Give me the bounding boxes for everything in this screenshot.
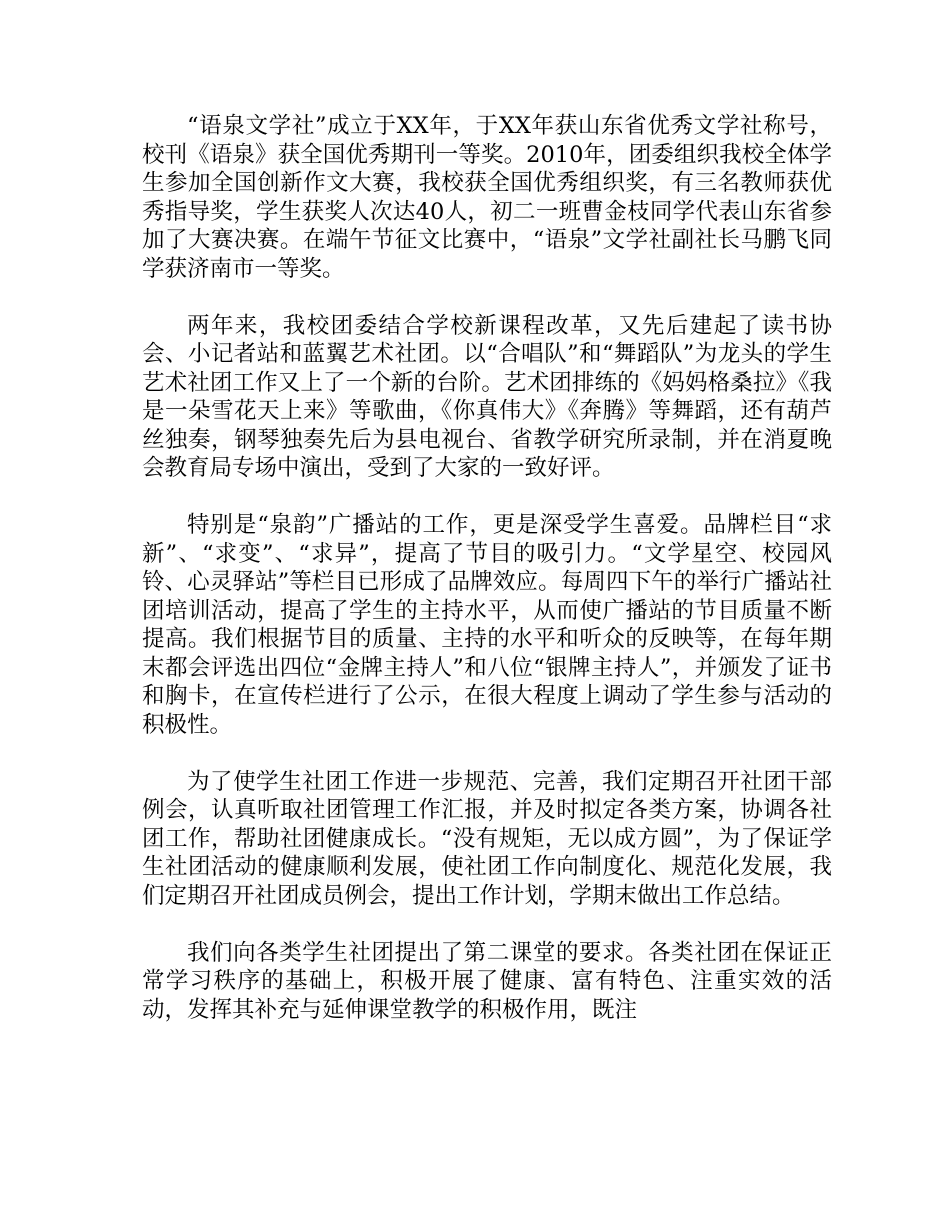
paragraph-art-groups: 两年来，我校团委结合学校新课程改革，又先后建起了读书协会、小记者站和蓝翼艺术社团。以“合唱队”和“舞蹈队”为龙头的学生艺术社团工作又上了一个新的台阶。艺术团排练的《妈妈格桑拉》《我是一朵雪花天上来》等歌曲，《你真伟大》《奔腾》等舞蹈，还有葫芦丝独奏，钢琴独奏先后为县电视台、省教学研究所录制，并在消夏晚会教育局专场中演出，受到了大家的一致好评。: [142, 312, 832, 481]
paragraph-club-management: 为了使学生社团工作进一步规范、完善，我们定期召开社团干部例会，认真听取社团管理工作汇报，并及时拟定各类方案，协调各社团工作，帮助社团健康成长。“没有规矩，无以成方圆”，为了保证学生社团活动的健康顺利发展，使社团工作向制度化、规范化发展，我们定期召开社团成员例会，提出工作计划，学期末做出工作总结。: [142, 768, 832, 909]
document-body: [142, 112, 832, 1024]
paragraph-broadcast-station: 特别是“泉韵”广播站的工作，更是深受学生喜爱。品牌栏目“求新”、“求变”、“求异”，提高了节目的吸引力。“文学星空、校园风铃、心灵驿站”等栏目已形成了品牌效应。每周四下午的举行广播站社团培训活动，提高了学生的主持水平，从而使广播站的节目质量不断提高。我们根据节目的质量、主持的水平和听众的反映等，在每年期末都会评选出四位“金牌主持人”和八位“银牌主持人”，并颁发了证书和胸卡，在宣传栏进行了公示，在很大程度上调动了学生参与活动的积极性。: [142, 512, 832, 738]
paragraph-literary-society: “语泉文学社”成立于XX年，于XX年获山东省优秀文学社称号，校刊《语泉》获全国优秀期刊一等奖。2010年，团委组织我校全体学生参加全国创新作文大赛，我校获全国优秀组织奖，有三名教师获优秀指导奖，学生获奖人次达40人，初二一班曹金枝同学代表山东省参加了大赛决赛。在端午节征文比赛中，“语泉”文学社副社长马鹏飞同学获济南市一等奖。: [142, 113, 832, 282]
paragraph-second-classroom: 我们向各类学生社团提出了第二课堂的要求。各类社团在保证正常学习秩序的基础上，积极开展了健康、富有特色、注重实效的活动，发挥其补充与延伸课堂教学的积极作用，既注: [142, 939, 832, 1023]
